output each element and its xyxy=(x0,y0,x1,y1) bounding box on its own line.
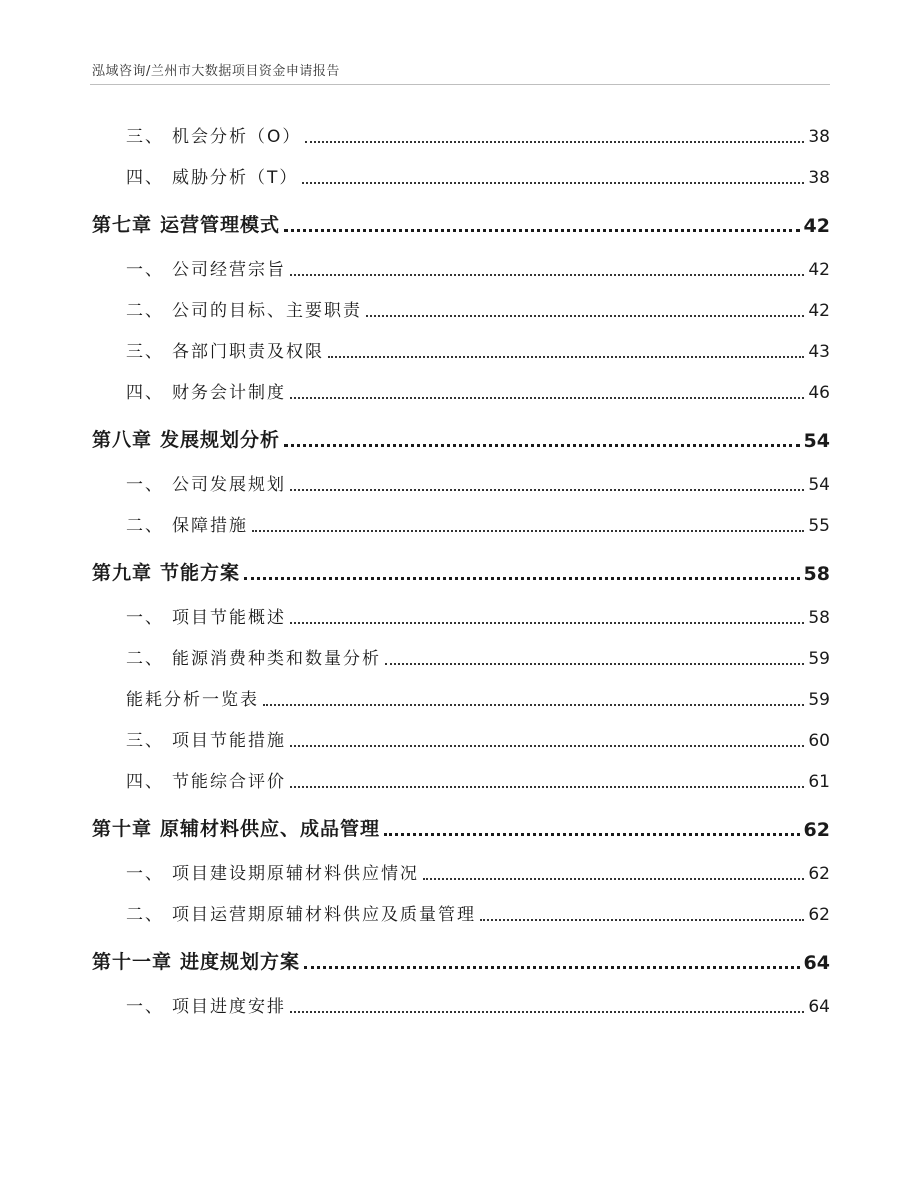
toc-entry-number: 二、 xyxy=(126,301,164,321)
dot-leader xyxy=(304,966,800,969)
chapter-title: 发展规划分析 xyxy=(160,429,281,451)
toc-chapter-7[interactable] xyxy=(92,196,830,247)
dot-leader xyxy=(290,745,804,747)
toc-entry-page: 42 xyxy=(808,260,830,280)
toc-entry-title: 项目建设期原辅材料供应情况 xyxy=(172,864,419,884)
toc-entry-title: 机会分析（O） xyxy=(172,127,302,147)
toc-entry-number: 三、 xyxy=(126,127,164,147)
toc-entry-title: 保障措施 xyxy=(172,516,248,536)
toc-entry-schedule[interactable] xyxy=(92,984,830,1025)
toc-entry-number: 二、 xyxy=(126,905,164,925)
toc-entry-number: 一、 xyxy=(126,608,164,628)
toc-entry-safeguards[interactable] xyxy=(92,503,830,544)
toc-entry-title: 公司发展规划 xyxy=(172,475,286,495)
toc-entry-page: 38 xyxy=(808,168,830,188)
chapter-title: 运营管理模式 xyxy=(160,214,281,236)
toc-entry-page: 38 xyxy=(808,127,830,147)
toc-entry-title: 公司的目标、主要职责 xyxy=(172,301,362,321)
toc-entry-number: 一、 xyxy=(126,864,164,884)
chapter-page: 58 xyxy=(803,563,830,585)
toc-entry-opportunity-analysis[interactable] xyxy=(92,114,830,155)
dot-leader xyxy=(423,878,804,880)
toc-chapter-9[interactable] xyxy=(92,544,830,595)
header-divider xyxy=(90,84,830,85)
chapter-page: 64 xyxy=(803,952,830,974)
toc-entry-construction-materials[interactable] xyxy=(92,851,830,892)
dot-leader xyxy=(384,833,800,836)
dot-leader xyxy=(290,622,804,624)
toc-entry-number: 三、 xyxy=(126,342,164,362)
toc-entry-energy-measures[interactable] xyxy=(92,718,830,759)
toc-entry-page: 58 xyxy=(808,608,830,628)
chapter-title: 节能方案 xyxy=(160,562,241,584)
chapter-number: 第九章 xyxy=(92,562,153,584)
toc-entry-number: 三、 xyxy=(126,731,164,751)
toc-entry-title: 能源消费种类和数量分析 xyxy=(172,649,381,669)
toc-entry-number: 四、 xyxy=(126,168,164,188)
toc-chapter-8[interactable] xyxy=(92,411,830,462)
chapter-number: 第七章 xyxy=(92,214,153,236)
dot-leader xyxy=(263,704,804,706)
dot-leader xyxy=(305,141,804,143)
dot-leader xyxy=(244,577,800,580)
chapter-page: 42 xyxy=(803,215,830,237)
dot-leader xyxy=(328,356,804,358)
toc-entry-number: 一、 xyxy=(126,997,164,1017)
toc-entry-energy-overview[interactable] xyxy=(92,595,830,636)
toc-entry-energy-table[interactable] xyxy=(92,677,830,718)
document-header: 泓域咨询/兰州市大数据项目资金申请报告 xyxy=(92,64,340,79)
toc-entry-number: 四、 xyxy=(126,772,164,792)
toc-entry-energy-consumption[interactable] xyxy=(92,636,830,677)
toc-entry-title: 节能综合评价 xyxy=(172,772,286,792)
dot-leader xyxy=(284,444,800,447)
toc-entry-business-purpose[interactable] xyxy=(92,247,830,288)
chapter-number: 第十一章 xyxy=(92,951,173,973)
toc-entry-title: 公司经营宗旨 xyxy=(172,260,286,280)
toc-entry-title: 项目进度安排 xyxy=(172,997,286,1017)
toc-entry-development-plan[interactable] xyxy=(92,462,830,503)
dot-leader xyxy=(290,489,804,491)
toc-entry-title: 威胁分析（T） xyxy=(172,168,299,188)
toc-entry-page: 55 xyxy=(808,516,830,536)
dot-leader xyxy=(290,786,804,788)
toc-entry-energy-evaluation[interactable] xyxy=(92,759,830,800)
toc-entry-title: 项目运营期原辅材料供应及质量管理 xyxy=(172,905,476,925)
chapter-number: 第十章 xyxy=(92,818,153,840)
toc-entry-title: 项目节能概述 xyxy=(172,608,286,628)
dot-leader xyxy=(480,919,804,921)
toc-entry-title: 项目节能措施 xyxy=(172,731,286,751)
toc-entry-page: 59 xyxy=(808,649,830,669)
toc-chapter-11[interactable] xyxy=(92,933,830,984)
toc-entry-operation-materials[interactable] xyxy=(92,892,830,933)
toc-entry-number: 一、 xyxy=(126,475,164,495)
dot-leader xyxy=(290,274,804,276)
table-of-contents xyxy=(92,114,830,1025)
dot-leader xyxy=(366,315,804,317)
toc-entry-company-goals[interactable] xyxy=(92,288,830,329)
toc-entry-title: 各部门职责及权限 xyxy=(172,342,324,362)
dot-leader xyxy=(284,229,800,232)
toc-entry-title: 财务会计制度 xyxy=(172,383,286,403)
toc-entry-page: 62 xyxy=(808,905,830,925)
toc-entry-number: 二、 xyxy=(126,516,164,536)
toc-entry-page: 54 xyxy=(808,475,830,495)
toc-entry-page: 46 xyxy=(808,383,830,403)
dot-leader xyxy=(385,663,804,665)
toc-entry-page: 59 xyxy=(808,690,830,710)
toc-entry-page: 61 xyxy=(808,772,830,792)
toc-entry-page: 42 xyxy=(808,301,830,321)
dot-leader xyxy=(252,530,804,532)
toc-entry-page: 60 xyxy=(808,731,830,751)
chapter-page: 54 xyxy=(803,430,830,452)
dot-leader xyxy=(302,182,804,184)
toc-entry-number: 四、 xyxy=(126,383,164,403)
dot-leader xyxy=(290,397,804,399)
chapter-title: 原辅材料供应、成品管理 xyxy=(160,818,381,840)
chapter-page: 62 xyxy=(803,819,830,841)
chapter-title: 进度规划方案 xyxy=(180,951,301,973)
toc-entry-number: 二、 xyxy=(126,649,164,669)
toc-entry-page: 62 xyxy=(808,864,830,884)
toc-entry-department-duties[interactable] xyxy=(92,329,830,370)
chapter-number: 第八章 xyxy=(92,429,153,451)
toc-entry-page: 43 xyxy=(808,342,830,362)
toc-entry-title: 能耗分析一览表 xyxy=(126,690,259,710)
toc-entry-accounting-system[interactable] xyxy=(92,370,830,411)
toc-entry-page: 64 xyxy=(808,997,830,1017)
toc-entry-threat-analysis[interactable] xyxy=(92,155,830,196)
toc-entry-number: 一、 xyxy=(126,260,164,280)
toc-chapter-10[interactable] xyxy=(92,800,830,851)
dot-leader xyxy=(290,1011,804,1013)
